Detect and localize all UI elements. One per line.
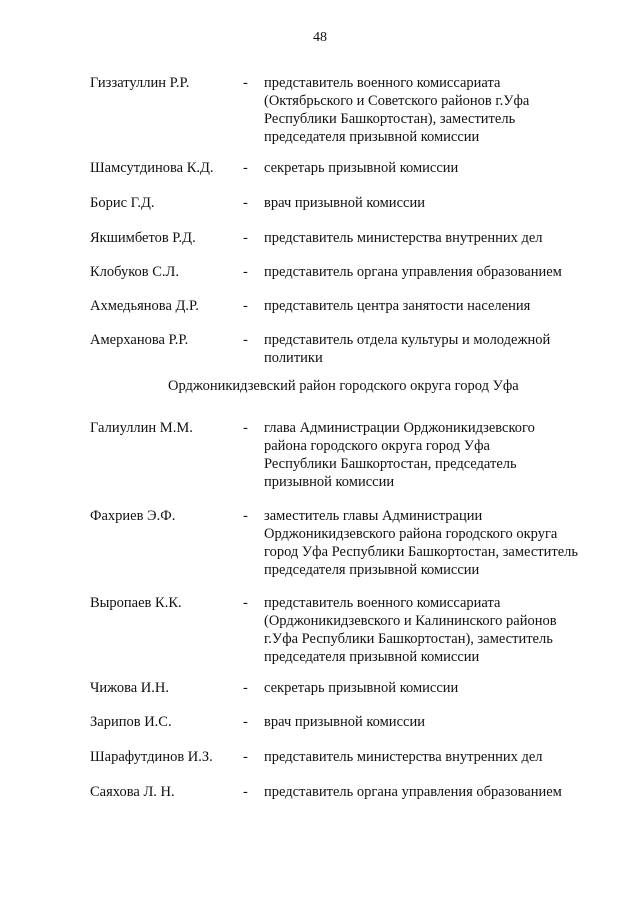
- role-line: председателя призывной комиссии: [264, 129, 480, 145]
- member-role: [264, 331, 609, 367]
- member-name: Амерханова Р.Р.: [90, 332, 189, 348]
- dash-separator: -: [243, 160, 248, 176]
- member-role: [264, 74, 609, 146]
- dash-separator: -: [243, 332, 248, 348]
- member-name: Саяхова Л. Н.: [90, 784, 175, 800]
- role-line: г.Уфа Республики Башкортостан), заместитель: [264, 631, 553, 647]
- member-name: Гиззатуллин Р.Р.: [90, 75, 190, 91]
- page-number: 48: [313, 30, 327, 45]
- member-role: [264, 748, 609, 766]
- role-line: представитель органа управления образованием: [264, 784, 562, 800]
- role-line: района городского округа город Уфа: [264, 438, 490, 454]
- dash-separator: -: [243, 420, 248, 436]
- role-line: представитель министерства внутренних дел: [264, 749, 543, 765]
- role-line: представитель центра занятости населения: [264, 298, 531, 314]
- role-line: город Уфа Республики Башкортостан, заместитель: [264, 544, 578, 560]
- role-line: политики: [264, 350, 323, 366]
- dash-separator: -: [243, 508, 248, 524]
- role-line: Республики Башкортостан), заместитель: [264, 111, 516, 127]
- member-role: [264, 419, 609, 491]
- role-line: (Орджоникидзевского и Калининского районов: [264, 613, 557, 629]
- role-line: представитель отдела культуры и молодежной: [264, 332, 551, 348]
- member-role: [264, 263, 609, 281]
- member-name: Якшимбетов Р.Д.: [90, 230, 196, 246]
- role-line: представитель военного комиссариата: [264, 75, 501, 91]
- role-line: (Октябрьского и Советского районов г.Уфа: [264, 93, 530, 109]
- member-role: [264, 194, 609, 212]
- member-name: Шарафутдинов И.З.: [90, 749, 213, 765]
- member-name: Выропаев К.К.: [90, 595, 182, 611]
- role-line: секретарь призывной комиссии: [264, 680, 459, 696]
- member-name: Клобуков С.Л.: [90, 264, 180, 280]
- dash-separator: -: [243, 784, 248, 800]
- member-name: Галиуллин М.М.: [90, 420, 193, 436]
- role-line: председателя призывной комиссии: [264, 562, 480, 578]
- role-line: секретарь призывной комиссии: [264, 160, 459, 176]
- member-role: [264, 159, 609, 177]
- role-line: Орджоникидзевского района городского округа: [264, 526, 558, 542]
- dash-separator: -: [243, 749, 248, 765]
- member-name: Фахриев Э.Ф.: [90, 508, 176, 524]
- member-name: Шамсутдинова К.Д.: [90, 160, 214, 176]
- member-name: Чижова И.Н.: [90, 680, 169, 696]
- role-line: представитель органа управления образованием: [264, 264, 562, 280]
- role-line: врач призывной комиссии: [264, 714, 425, 730]
- role-line: врач призывной комиссии: [264, 195, 425, 211]
- dash-separator: -: [243, 195, 248, 211]
- member-name: Ахмедьянова Д.Р.: [90, 298, 199, 314]
- dash-separator: -: [243, 230, 248, 246]
- member-role: [264, 679, 609, 697]
- member-name: Зарипов И.С.: [90, 714, 172, 730]
- dash-separator: -: [243, 714, 248, 730]
- role-line: Республики Башкортостан, председатель: [264, 456, 517, 472]
- dash-separator: -: [243, 298, 248, 314]
- member-role: [264, 297, 609, 315]
- role-line: представитель министерства внутренних дел: [264, 230, 543, 246]
- member-role: [264, 507, 609, 579]
- role-line: заместитель главы Администрации: [264, 508, 483, 524]
- member-name: Борис Г.Д.: [90, 195, 155, 211]
- section-title: Орджоникидзевский район городского округа город Уфа: [168, 378, 519, 394]
- dash-separator: -: [243, 75, 248, 91]
- role-line: председателя призывной комиссии: [264, 649, 480, 665]
- role-line: представитель военного комиссариата: [264, 595, 501, 611]
- member-role: [264, 594, 609, 666]
- dash-separator: -: [243, 680, 248, 696]
- role-line: глава Администрации Орджоникидзевского: [264, 420, 535, 436]
- dash-separator: -: [243, 595, 248, 611]
- dash-separator: -: [243, 264, 248, 280]
- member-role: [264, 229, 609, 247]
- member-role: [264, 783, 609, 801]
- role-line: призывной комиссии: [264, 474, 395, 490]
- member-role: [264, 713, 609, 731]
